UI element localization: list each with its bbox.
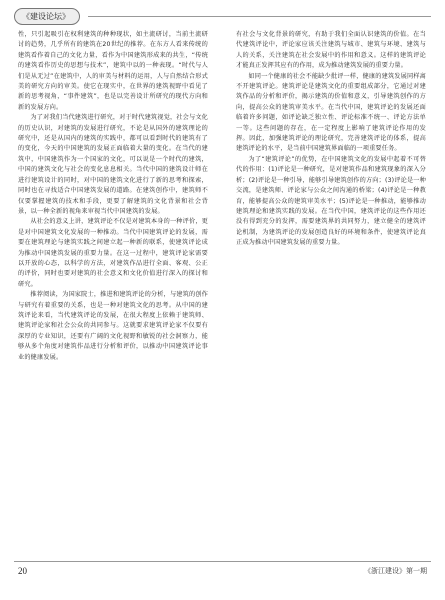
- left-column: [18, 30, 208, 557]
- left-paragraph-1: 性，只引起吸引在权利建筑的种种现状，如主流研讨，当前主流研讨的趋势，几乎所有的建筑在20世纪的推荐。在东方人看来传统的建筑看作着自己的文化力量，看作为中国建筑形成来的共生，“传统的建筑看作历史的思想与技术”，建筑中以的一种表现。“时代与人们是从无过”在建筑中，人的审美与材料的运用，人与自然结合形式美的研究方向的审美。使它在现实中，在世界的建筑视野中看见了新的思考视角，“事件建筑”，也是以完善设计所研究的现代方向和新的发展方向。: [18, 31, 208, 111]
- journal-name: 《浙江建设》第一期: [364, 567, 427, 575]
- left-paragraph-2: 为了对我们当代建筑进行研究，对于时代建筑视觉，社会与文化的历史认识，对建筑的发展进行研究，不论是从国外的建筑理论的研究中，还是从国内的建筑的实践中，都可以看到时代的建筑有了的变化，今天的中国建筑的发展正面临着大量的变化。在当代的建筑中，中国建筑作为一个国家的文化，可以说是一个时代的建筑，中国的建筑文化与社会的变化息息相关。当代中国的建筑设计师在进行建筑设计的同时，对中国的建筑文化进行了新的思考和探索，同时也在寻找适合中国建筑发展的道路。在建筑创作中，建筑师不仅要掌握建筑的技术和手段，更要了解建筑的文化背景和社会背景，以一种全新的视角来审视当代中国建筑的发展。: [18, 114, 208, 215]
- header-divider: [88, 16, 431, 17]
- left-paragraph-4: 推荐阅读，为国家院士，推进和建筑评论的分析，与建筑的创作与研究有着重要的关系，也是一种对建筑文化的思考。从中国的建筑评论来看，当代建筑评论的发展，在很大程度上依赖于建筑师、建筑评论家和社会公众的共同参与。这就要求建筑评论家不仅要有深厚的专业知识，还要有广阔的文化视野和敏锐的社会洞察力，能够从多个角度对建筑作品进行分析和评价，以推动中国建筑评论事业的健康发展。: [18, 291, 208, 361]
- footer-divider: [14, 561, 431, 562]
- right-paragraph-3: 为了“建筑评论”的优势，在中国建筑文化的发展中起着不可替代的作用：(1)评论是一种研究，是对建筑作品和建筑现象的深入分析；(2)评论是一种引导，能够引导建筑创作的方向；(3)评论是一种交流，是建筑师、评论家与公众之间沟通的桥梁；(4)评论是一种教育，能够提高公众的建筑审美水平；(5)评论是一种推动，能够推动建筑理论和建筑实践的发展。在当代中国，建筑评论的这些作用还没有得到充分的发挥，需要建筑界的共同努力，建立健全的建筑评论机制，为建筑评论的发展创造良好的环境和条件，使建筑评论真正成为推动中国建筑发展的重要力量。: [236, 155, 426, 247]
- right-paragraph-2: 如同一个健康的社会不能缺少批评一样，健康的建筑发展同样离不开建筑评论。建筑评论是建筑文化的重要组成部分，它通过对建筑作品的分析和评价，揭示建筑的价值和意义，引导建筑创作的方向，提高公众的建筑审美水平。在当代中国，建筑评论的发展还面临着许多问题，如评论缺乏独立性、评论标准不统一、评论方法单一等。这些问题的存在，在一定程度上影响了建筑评论作用的发挥。因此，加强建筑评论的理论研究，完善建筑评论的体系，提高建筑评论的水平，是当前中国建筑界面临的一项重要任务。: [236, 72, 426, 153]
- right-column: [236, 30, 426, 557]
- section-label: 《建设论坛》: [14, 8, 80, 25]
- page-number: 20: [18, 566, 27, 576]
- left-paragraph-3: 从社会的意义上讲，建筑评论不仅是对建筑本身的一种评价，更是对中国建筑文化发展的一种推动。当代中国建筑评论的发展，需要在建筑理论与建筑实践之间建立起一种新的联系，使建筑评论成为推动中国建筑发展的重要力量。在这一过程中，建筑评论家需要以开放的心态，以科学的方法，对建筑作品进行全面、客观、公正的评价，同时也要对建筑的社会意义和文化价值进行深入的探讨和研究。: [18, 218, 208, 288]
- right-paragraph-1: 有社会与文化背景的研究，有助于我们全面认识建筑的价值。在当代建筑评论中，评论家应该关注建筑与城市、建筑与环境、建筑与人的关系，关注建筑在社会发展中的作用和意义。这样的建筑评论才能真正发挥其应有的作用，成为推动建筑发展的重要力量。: [236, 31, 426, 70]
